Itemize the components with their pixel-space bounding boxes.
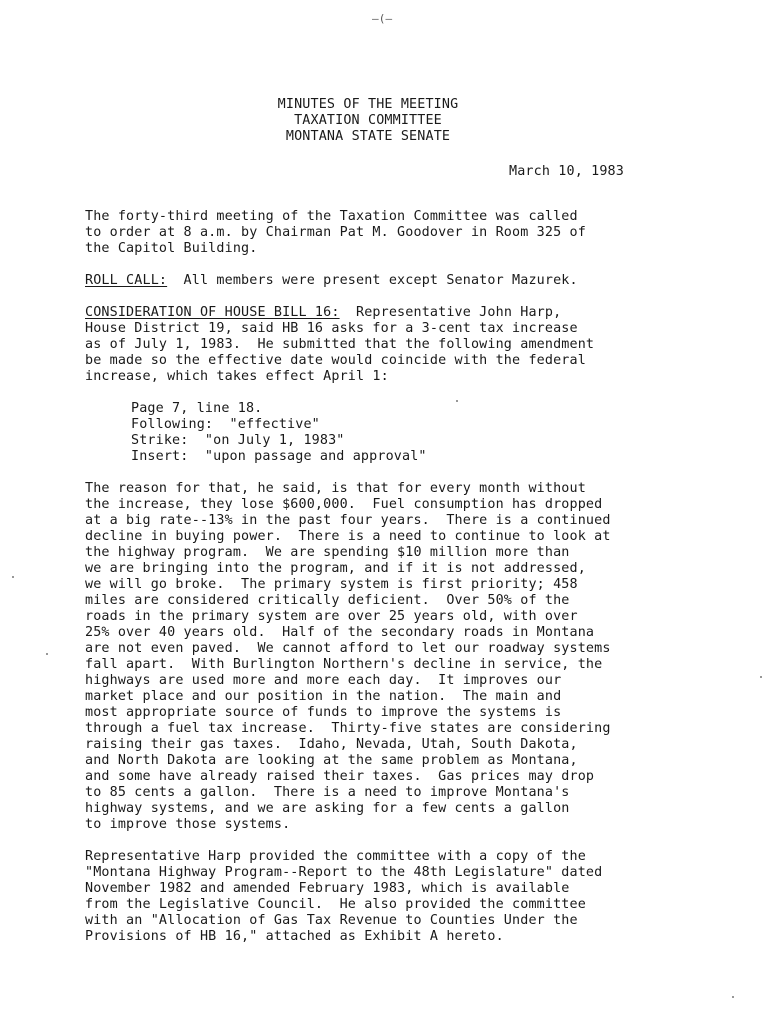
text-line: are not even paved. We cannot afford to let our roadway systems xyxy=(85,641,611,656)
roll-call-paragraph xyxy=(85,273,745,289)
text-line: and some have already raised their taxes. Gas prices may drop xyxy=(85,769,595,784)
consideration-label: CONSIDERATION OF HOUSE BILL 16: xyxy=(85,305,340,320)
text-line: fall apart. With Burlington Northern's decline in service, the xyxy=(85,657,603,672)
amendment-block xyxy=(131,401,745,465)
text-line: "Montana Highway Program--Report to the 48th Legislature" dated xyxy=(85,865,603,880)
document-heading xyxy=(200,97,536,145)
text-line: raising their gas taxes. Idaho, Nevada, Utah, South Dakota, xyxy=(85,737,578,752)
heading-line-3: MONTANA STATE SENATE xyxy=(285,129,451,144)
text-line: highways are used more and more each day. It improves our xyxy=(85,673,562,688)
text-line: The reason for that, he said, is that for every month without xyxy=(85,481,586,496)
text-line: market place and our position in the nation. The main and xyxy=(85,689,562,704)
text-line: be made so the effective date would coincide with the federal xyxy=(85,353,586,368)
closing-paragraph xyxy=(85,849,745,945)
text-line: decline in buying power. There is a need to continue to look at xyxy=(85,529,611,544)
roll-call-label: ROLL CALL: xyxy=(85,273,168,288)
text-line xyxy=(85,305,745,321)
text-line: most appropriate source of funds to improve the systems is xyxy=(85,705,562,720)
consideration-first-line: Representative John Harp, xyxy=(339,305,562,320)
text-line: 25% over 40 years old. Half of the secondary roads in Montana xyxy=(85,625,595,640)
text-line: increase, which takes effect April 1: xyxy=(85,369,389,384)
intro-paragraph xyxy=(85,209,745,257)
text-line: roads in the primary system are over 25 years old, with over xyxy=(85,609,578,624)
scan-speck xyxy=(46,653,48,655)
text-line: we will go broke. The primary system is first priority; 458 xyxy=(85,577,578,592)
text-line: the Capitol Building. xyxy=(85,241,258,256)
text-line: the increase, they lose $600,000. Fuel consumption has dropped xyxy=(85,497,603,512)
text-line: from the Legislative Council. He also provided the committee xyxy=(85,897,586,912)
text-line: with an "Allocation of Gas Tax Revenue to Counties Under the xyxy=(85,913,578,928)
amendment-line: Page 7, line 18. xyxy=(131,401,263,416)
document-body xyxy=(85,209,745,961)
amendment-line: Strike: "on July 1, 1983" xyxy=(131,433,345,448)
page-header-mark: —(— xyxy=(372,12,393,25)
consideration-paragraph xyxy=(85,305,745,385)
text-line: The forty-third meeting of the Taxation Committee was called xyxy=(85,209,578,224)
text-line xyxy=(85,273,745,289)
text-line: November 1982 and amended February 1983, which is available xyxy=(85,881,570,896)
scan-speck xyxy=(12,576,14,578)
amendment-line: Insert: "upon passage and approval" xyxy=(131,449,427,464)
roll-call-text: All members were present except Senator Mazurek. xyxy=(167,273,578,288)
text-line: we are bringing into the program, and if it is not addressed, xyxy=(85,561,586,576)
scan-speck xyxy=(456,400,458,402)
text-line: through a fuel tax increase. Thirty-five states are considering xyxy=(85,721,611,736)
reason-paragraph xyxy=(85,481,745,833)
text-line: as of July 1, 1983. He submitted that the following amendment xyxy=(85,337,595,352)
text-line: Representative Harp provided the committee with a copy of the xyxy=(85,849,586,864)
text-line: at a big rate--13% in the past four years. There is a continued xyxy=(85,513,611,528)
meeting-date: March 10, 1983 xyxy=(509,164,624,179)
text-line: highway systems, and we are asking for a few cents a gallon xyxy=(85,801,570,816)
heading-line-2: TAXATION COMMITTEE xyxy=(294,113,442,128)
text-line: to order at 8 a.m. by Chairman Pat M. Goodover in Room 325 of xyxy=(85,225,586,240)
amendment-line: Following: "effective" xyxy=(131,417,320,432)
text-line: the highway program. We are spending $10 million more than xyxy=(85,545,570,560)
text-line: to improve those systems. xyxy=(85,817,291,832)
text-line: miles are considered critically deficient. Over 50% of the xyxy=(85,593,570,608)
scan-speck xyxy=(760,676,762,678)
scan-speck xyxy=(732,996,734,998)
heading-line-1: MINUTES OF THE MEETING xyxy=(277,97,459,112)
text-line: House District 19, said HB 16 asks for a 3-cent tax increase xyxy=(85,321,578,336)
text-line: Provisions of HB 16," attached as Exhibit A hereto. xyxy=(85,929,504,944)
text-line: and North Dakota are looking at the same problem as Montana, xyxy=(85,753,578,768)
text-line: to 85 cents a gallon. There is a need to improve Montana's xyxy=(85,785,570,800)
